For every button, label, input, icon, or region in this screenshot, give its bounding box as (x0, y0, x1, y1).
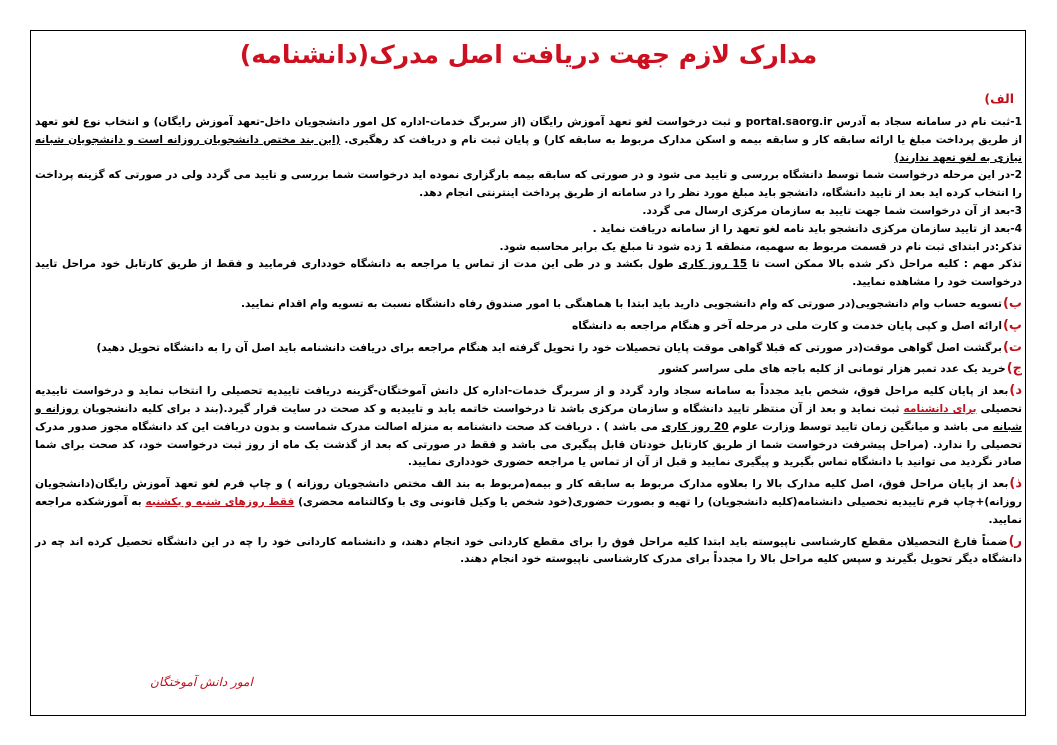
item-dal-text-a: بعد از پایان کلیه مراحل فوق، شخص باید مجدداً به سامانه سجاد وارد گردد و از سربرگ خدمات-اداره کل دانش آموختگان-گزینه دریافت تاییدیه تحصیلی را انتخاب نماید و درخواست تاییدیه تحصیلی (35, 385, 1022, 415)
item-2: 2-در این مرحله درخواست شما توسط دانشگاه بررسی و تایید می شود و در صورتی که سابقه بیمه بارگزاری نموده اید درخواست شما بررسی و تایید می گردد ولی در صورتی که گزینه پرداخت را انتخاب کرده اید بعد از تایید دانشگاه، دانشجو باید مبلغ مورد نظر را در سامانه از طریق پرداخت اینترنتی انجام دهد. (35, 169, 1022, 200)
item-dal-day-night: روزانه و شبانه (35, 402, 1022, 433)
item-4: 4-بعد از تایید سازمان مرکزی دانشجو باید نامه لغو تعهد را از سامانه دریافت نماید . (592, 222, 1022, 235)
item-1-text: 1-ثبت نام در سامانه سجاد به آدرس portal.saorg.ir و ثبت درخواست لغو تعهد آموزش رایگان (از سربرگ خدمات-اداره کل امور دانشجویان داخل-تعهد آموزش رایگان) و انتخاب نوع لغو تعهد از طریق پرداخت مبلغ یا ارائه سابقه کار و سابقه بیمه و اسکن مدارک مربوط به سابقه کار) و پایان ثبت نام و دریافت کد رهگیری. (35, 116, 1022, 146)
item-te-letter: ت) (1002, 339, 1022, 355)
note-important-b: طول بکشد و در طی این مدت از تماس یا مراجعه به دانشگاه خودداری فرمایید و فقط از طریق کارتابل خود مراحل تایید درخواست خود را مشاهده نمایید. (35, 258, 1022, 289)
note-important-days: 15 روز کاری (678, 258, 748, 271)
item-jim (35, 360, 1022, 379)
item-be-text: تسویه حساب وام دانشجویی(در صورتی که وام دانشجویی دارید باید ابتدا با هماهنگی با امور صندوق رفاه دانشگاه نسبت به تسویه وام اقدام نمایید. (241, 297, 1002, 310)
item-re-text: ضمناً فارغ التحصیلان مقطع کارشناسی ناپیوسته باید ابتدا کلیه مراحل فوق را برای مقطع کاردانی خود انجام دهند، و دانشنامه کاردانی خود را چه در این دانشگاه تحصیل کرده اند چه در دانشگاه دیگر تحویل بگیرند و سپس کلیه مراحل بالا را مجدداً برای مدرک کارشناسی ناپیوسته خود انجام دهند. (35, 535, 1022, 566)
item-zal-highlight: فقط روزهای شنبه و یکشنبه (145, 495, 295, 508)
item-zal (35, 475, 1022, 529)
item-dal-20days: 20 روز کاری (661, 420, 729, 433)
item-dal-text-b: ثبت نماید و بعد از آن منتظر تایید دانشگاه و سازمان مرکزی باشد تا درخواست خاتمه یابد و تاییدیه و کد صحت در سایت قرار گیرد.(بند د برای کلیه دانشجویان (82, 402, 900, 415)
item-te (35, 339, 1022, 358)
item-pe-text: ارائه اصل و کپی پایان خدمت و کارت ملی در مرحله آخر و هنگام مراجعه به دانشگاه (572, 319, 1002, 332)
item-dal-text-c: می باشد و میانگین زمان تایید توسط وزارت علوم (732, 420, 990, 433)
item-dal (35, 382, 1022, 472)
item-dal-letter: د) (1009, 383, 1022, 399)
item-be (35, 295, 1022, 314)
item-1 (35, 114, 1022, 167)
item-re-letter: ر) (1008, 533, 1022, 549)
item-pe (35, 317, 1022, 336)
item-dal-text-d: می باشد ) . دریافت کد صحت دانشنامه به منزله اصالت مدرک شماست و بدون دریافت این کد دانشگاه مجوز صدور مدرک تحصیلی را ندارد. (مراحل پیشرفت درخواست شما از طریق کارتابل خودتان قابل پیگیری می باشد و فقط در صورتی که بعد از گذشت یک ماه از روز ثبت درخواست خود، کد صحت برای شما صادر نگردید می توانید با دانشگاه تماس بگیرید و پیگیری نمایید و قبل از آن از تماس یا مراجعه حضوری خودداری نمایید. (35, 420, 1022, 469)
document-body (35, 36, 1022, 715)
page-title: مدارک لازم جهت دریافت اصل مدرک(دانشنامه) (239, 40, 818, 69)
item-pe-letter: پ) (1002, 317, 1022, 333)
item-zal-text-a: بعد از پایان مراحل فوق، اصل کلیه مدارک بالا را بعلاوه مدارک مربوط به سابقه کار و بیمه(مربوط به بند الف مختص دانشجویان روزانه ) و چاپ فرم لغو تعهد آموزش رایگان(دانشجویان روزانه)+چاپ فرم تاییدیه تحصیلی دانشنامه(کلیه دانشجویان) را تهیه و بصورت حضوری(خود شخص یا وکیل قانونی وی با وکالتنامه محضری) (35, 478, 1022, 508)
item-jim-letter: ج) (1006, 361, 1022, 377)
note-important-a: تذکر مهم : کلیه مراحل ذکر شده بالا ممکن است تا (751, 258, 1022, 271)
item-be-letter: ب) (1002, 295, 1022, 311)
item-zal-letter: ذ) (1009, 476, 1022, 492)
item-re (35, 533, 1022, 570)
item-1-note: (این بند مختص دانشجویان روزانه است و دانشجویان شبانه نیازی به لغو تعهد ندارند) (35, 133, 1022, 164)
item-3: 3-بعد از آن درخواست شما جهت تایید به سازمان مرکزی ارسال می گردد. (642, 204, 1022, 217)
section-alef-label: الف) (984, 91, 1014, 106)
signature: امور دانش آموختگان (150, 675, 253, 689)
note-quota: تذکر:در ابتدای ثبت نام در قسمت مربوط به سهمیه، منطقه 1 زده شود تا مبلغ یک برابر محاسبه شود. (499, 240, 1022, 253)
item-zal-text-b: به آموزشکده مراجعه نمایید. (35, 495, 1022, 526)
item-jim-text: خرید یک عدد تمبر هزار تومانی از کلیه باجه های ملی سراسر کشور (659, 363, 1006, 376)
item-te-text: برگشت اصل گواهی موقت(در صورتی که قبلا گواهی موقت پایان تحصیلات خود را تحویل گرفته اید هنگام مراجعه برای دریافت دانشنامه باید اصل آن را به دانشگاه تحویل دهید) (96, 341, 1002, 354)
item-dal-highlight: برای دانشنامه (903, 402, 977, 415)
note-important (35, 256, 1022, 292)
